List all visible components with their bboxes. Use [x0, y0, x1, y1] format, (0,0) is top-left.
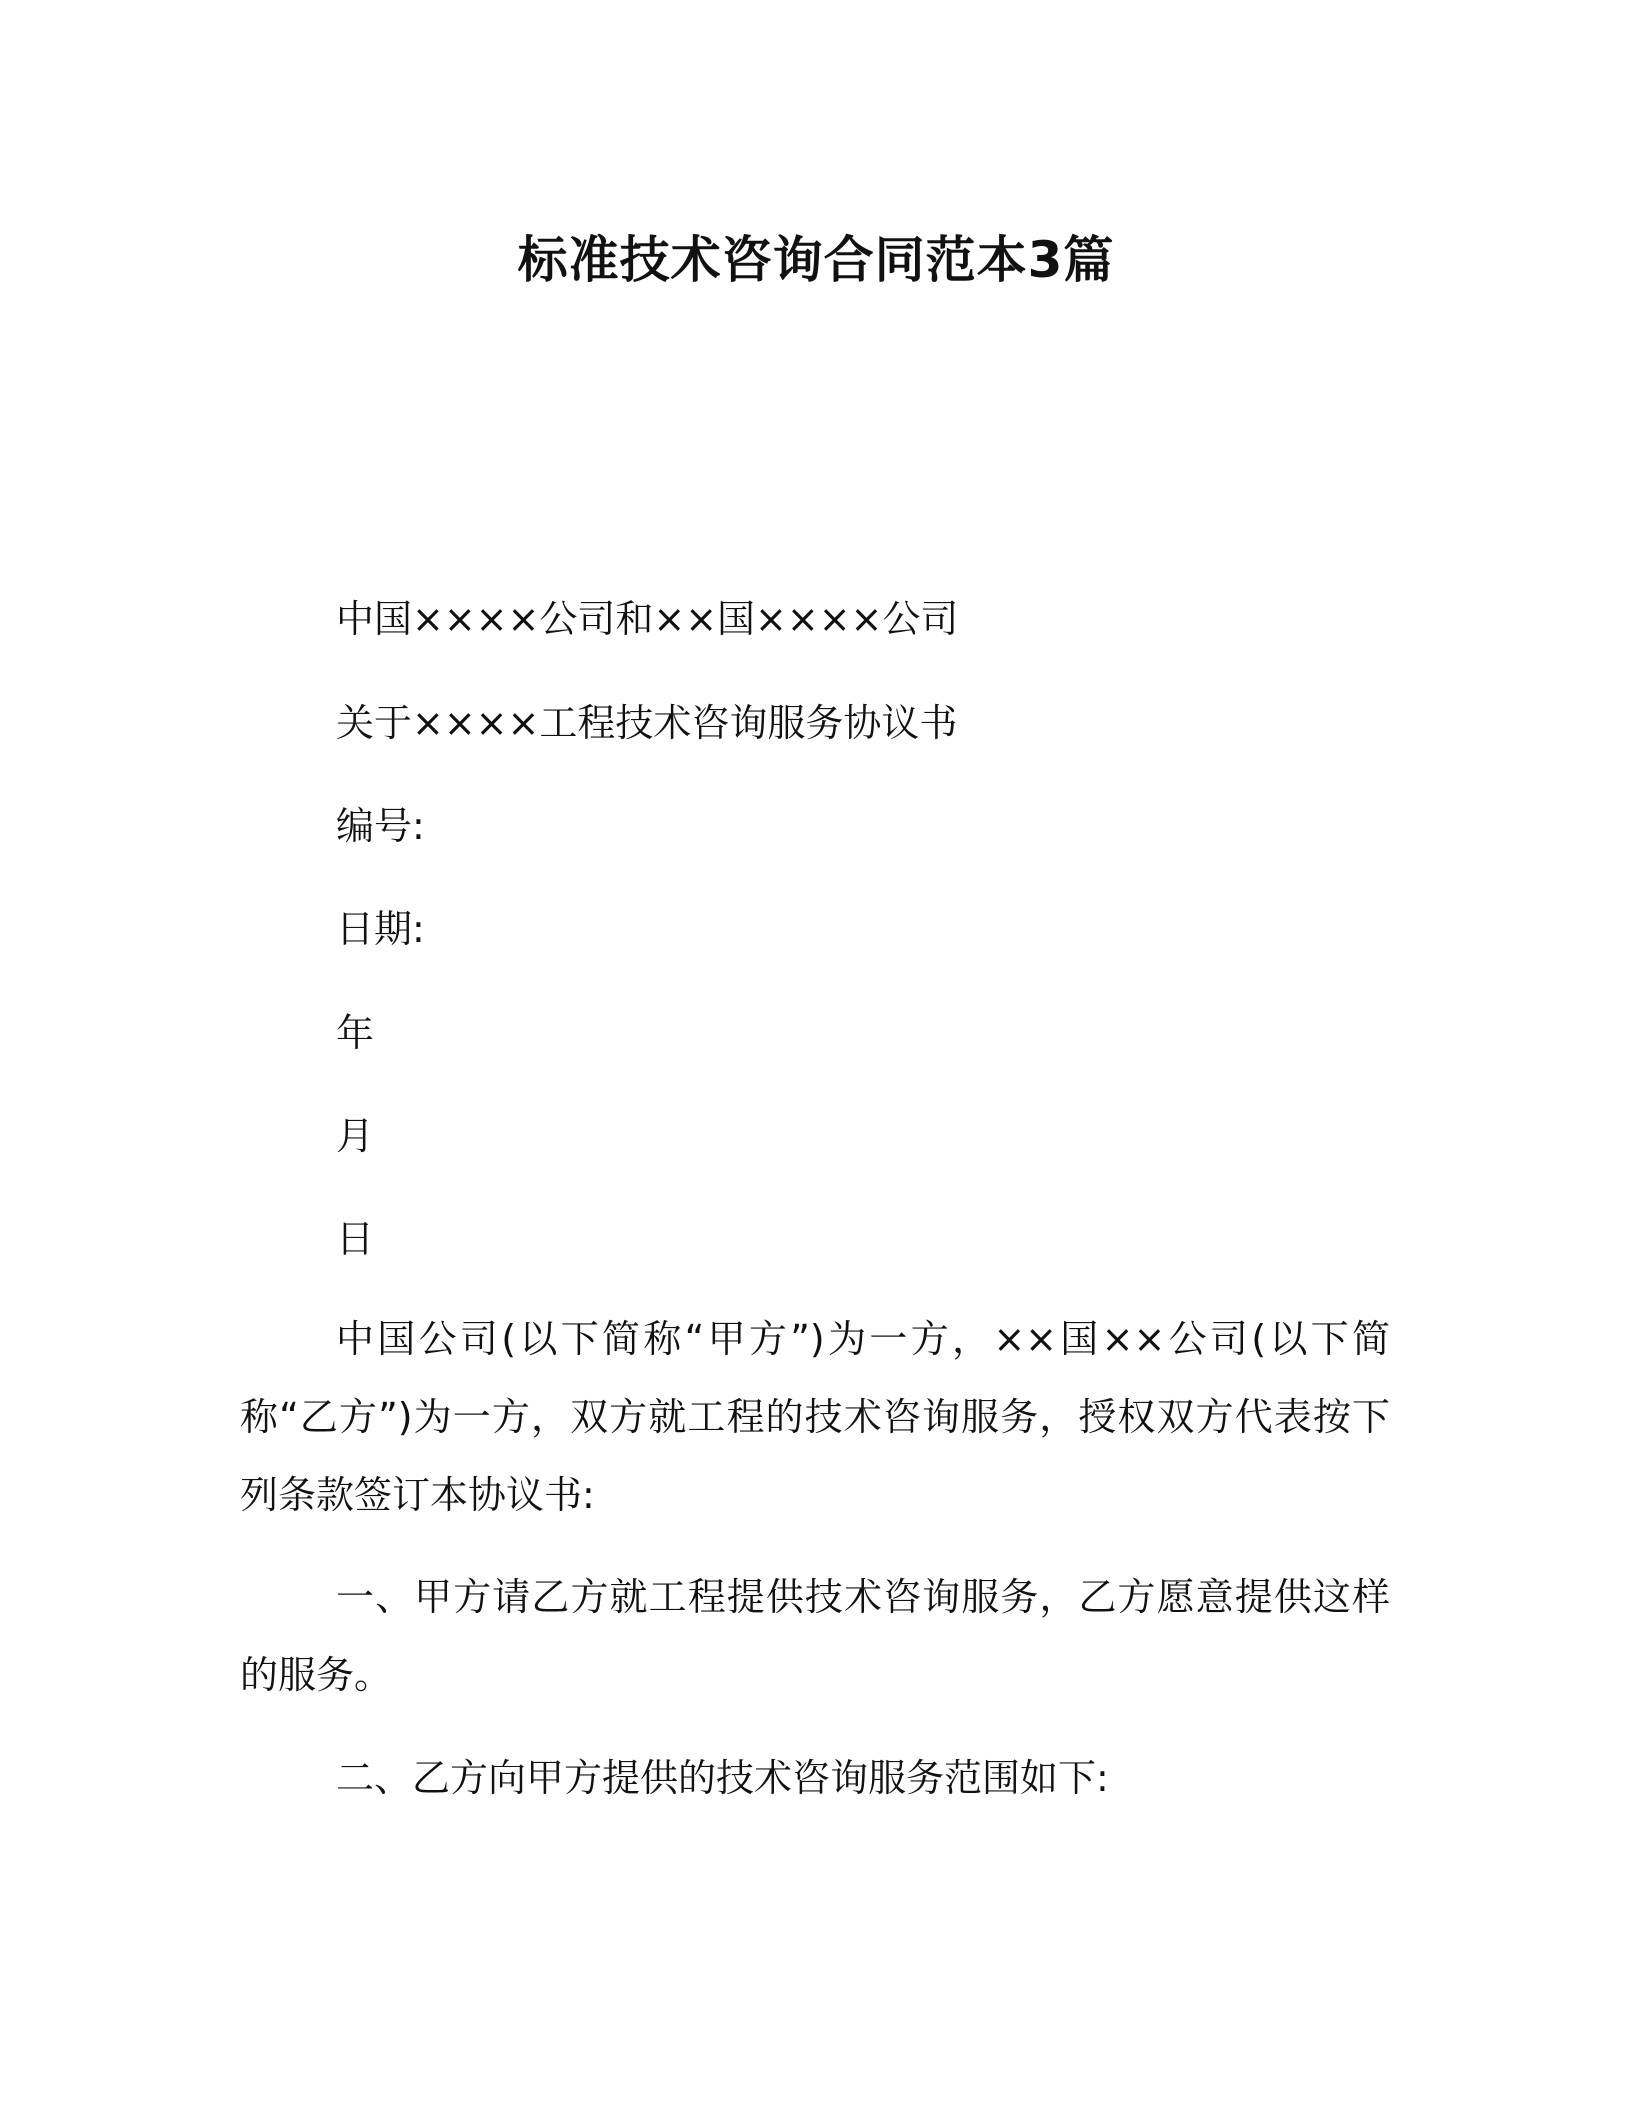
paragraph-clause-1: 一、甲方请乙方就工程提供技术咨询服务，乙方愿意提供这样的服务。 [240, 1575, 1390, 1697]
header-line-day: 日 [336, 1217, 375, 1261]
header-line-month: 月 [336, 1114, 375, 1158]
header-line-agreement-name: 关于××××工程技术咨询服务协议书 [336, 701, 958, 745]
document-title: 标准技术咨询合同范本3篇 [517, 231, 1115, 289]
header-line-number: 编号: [336, 804, 425, 848]
header-line-parties: 中国××××公司和××国××××公司 [336, 597, 959, 641]
header-line-year: 年 [336, 1011, 375, 1055]
paragraph-clause-2: 二、乙方向甲方提供的技术咨询服务范围如下: [336, 1756, 1109, 1800]
paragraph-preamble: 中国公司(以下简称“甲方”)为一方，××国××公司(以下简称“乙方”)为一方，双方就工程的技术咨询服务，授权双方代表按下列条款签订本协议书: [240, 1317, 1390, 1517]
header-line-date: 日期: [336, 907, 425, 951]
